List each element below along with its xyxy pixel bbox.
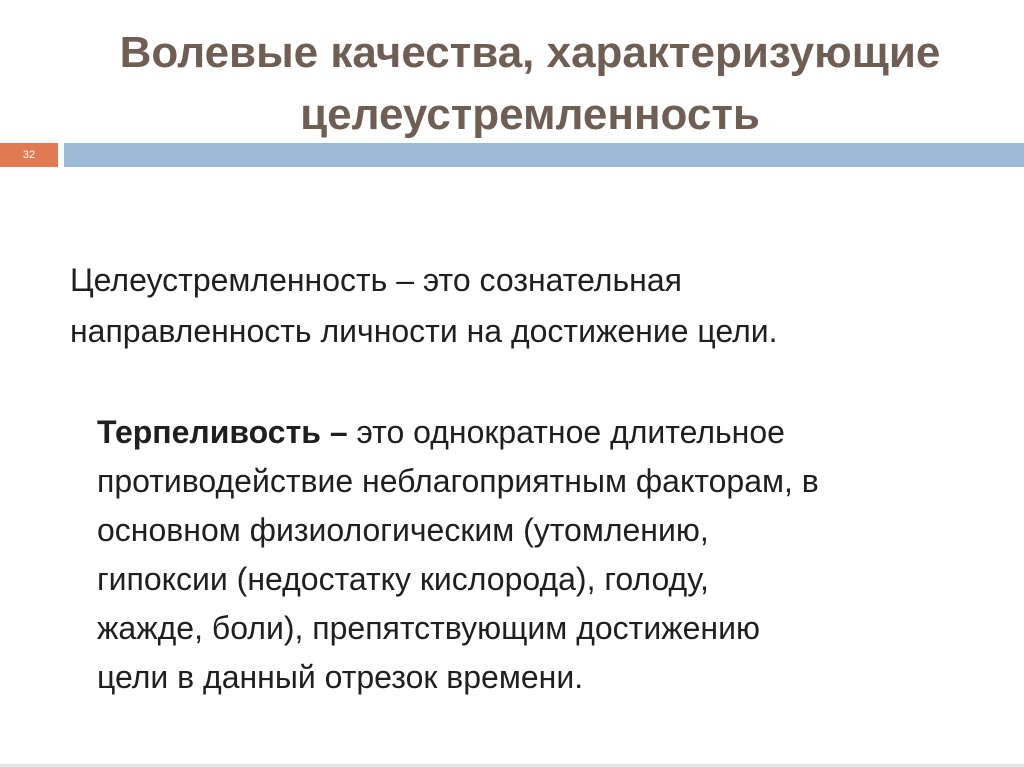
slide-number-badge: 32 <box>0 143 58 167</box>
term-patience: Терпеливость – <box>97 414 348 450</box>
paragraph-line <box>97 408 977 457</box>
paragraph-line: Целеустремленность – это сознательная <box>70 262 682 298</box>
paragraph-line-rest: это однократное длительное <box>347 414 785 450</box>
slide-title <box>60 22 1000 146</box>
slide-title-line-1: Волевые качества, характеризующие <box>119 28 941 77</box>
paragraph-line: основном физиологическим (утомлению, <box>97 512 709 548</box>
paragraph-line: жажде, боли), препятствующим достижению <box>97 610 760 646</box>
paragraph-line: направленность личности на достижение цели. <box>70 313 778 349</box>
paragraph-line: цели в данный отрезок времени. <box>97 659 584 695</box>
slide-title-line-2: целеустремленность <box>300 90 760 139</box>
paragraph-line: противодействие неблагоприятным факторам, в <box>97 463 819 499</box>
paragraph-definition-purposefulness <box>70 255 950 357</box>
accent-bar <box>64 143 1024 167</box>
paragraph-definition-patience <box>97 408 977 702</box>
paragraph-line: гипоксии (недостатку кислорода), голоду, <box>97 561 709 597</box>
